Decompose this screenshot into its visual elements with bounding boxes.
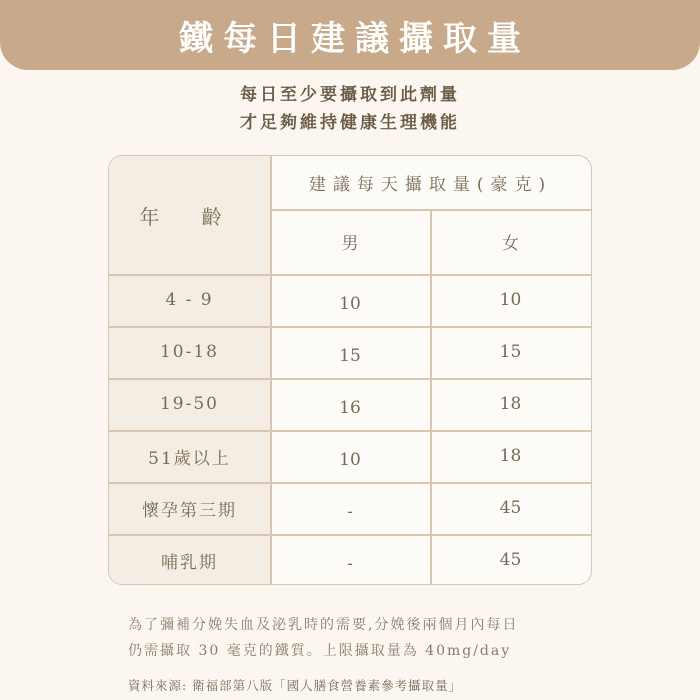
amount-header: 建議每天攝取量(豪克) bbox=[308, 175, 553, 195]
age-cell: 51歲以上 bbox=[109, 430, 270, 482]
age-cell: 懷孕第三期 bbox=[109, 482, 270, 534]
column-divider bbox=[270, 156, 272, 584]
female-value-cell: 18 bbox=[499, 394, 522, 414]
female-value-cell: 45 bbox=[499, 550, 522, 570]
row-divider bbox=[109, 378, 591, 380]
title-banner bbox=[0, 0, 700, 70]
footnote-line: 仍需攝取 30 毫克的鐵質。上限攝取量為 40mg/day bbox=[128, 643, 512, 659]
age-header: 年 齡 bbox=[109, 156, 270, 274]
male-value-cell: 10 bbox=[339, 294, 361, 314]
row-divider bbox=[109, 430, 591, 432]
subtitle-line: 才足夠維持健康生理機能 bbox=[240, 113, 460, 133]
page-title: 鐵每日建議攝取量 bbox=[179, 18, 531, 59]
male-value-cell: 15 bbox=[339, 346, 361, 366]
subtitle-line: 每日至少要攝取到此劑量 bbox=[240, 85, 460, 105]
male-value-cell: 10 bbox=[339, 450, 361, 470]
column-divider bbox=[430, 209, 432, 584]
age-cell: 4 - 9 bbox=[109, 274, 270, 326]
male-header: 男 bbox=[341, 234, 359, 254]
age-cell: 10-18 bbox=[109, 326, 270, 378]
male-value-cell: - bbox=[347, 502, 353, 522]
female-value-cell: 15 bbox=[499, 342, 522, 362]
female-value-cell: 18 bbox=[499, 446, 522, 466]
row-divider bbox=[109, 482, 591, 484]
age-cell: 哺乳期 bbox=[109, 534, 270, 585]
age-cell: 19-50 bbox=[109, 378, 270, 430]
row-divider bbox=[109, 274, 591, 276]
female-value-cell: 45 bbox=[499, 498, 522, 518]
row-divider bbox=[109, 326, 591, 328]
footnote-line: 為了彌補分娩失血及泌乳時的需要,分娩後兩個月內每日 bbox=[128, 617, 519, 633]
female-header: 女 bbox=[502, 234, 519, 254]
intake-table bbox=[108, 155, 592, 585]
female-value-cell: 10 bbox=[499, 290, 522, 310]
row-divider bbox=[109, 534, 591, 536]
male-value-cell: - bbox=[347, 554, 353, 574]
male-value-cell: 16 bbox=[339, 398, 361, 418]
source-citation: 資料來源: 衛福部第八版「國人膳食營養素參考攝取量」 bbox=[128, 678, 463, 693]
